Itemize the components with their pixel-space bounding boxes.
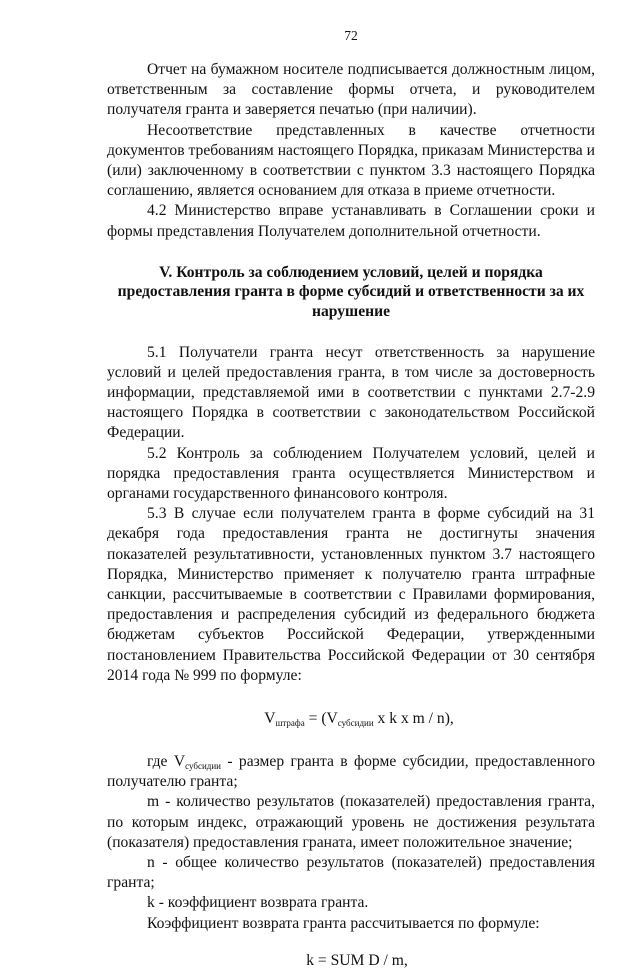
paragraph-5-3: 5.3 В случае если получателем гранта в форме субсидий на 31 декабря года предоставления гранта не достигнуты значения показателей результативности, установленных пунктом 3.7 настоящего Порядка, Министерство применяет к получателю гранта штрафные санкции, рассчитываемые в соответствии с Правилами формирования, предоставления и распределения субсидий из федерального бюджета бюджетам субъектов Российской Федерации, утвержденными постановлением Правительства Российской Федерации от 30 сентября 2014 года № 999 по формуле: [107, 505, 595, 684]
formula-v: V [264, 710, 276, 728]
formula-sub-subsidy: субсидии [337, 718, 374, 729]
definition-n: n - общее количество результатов (показателей) предоставления гранта; [107, 854, 595, 892]
paragraph-nonconformity: Несоответствие представленных в качестве отчетности документов требованиям настоящего Порядка, приказам Министерства и (или) заключенному в соответствии с пунктом 3.3 настоящего Порядка соглашению, является основанием для отказа в приеме отчетности. [107, 121, 595, 200]
paragraph-5-1: 5.1 Получатели гранта несут ответственность за нарушение условий и целей предоставления гранта, в том числе за достоверность информации, представляемой ими в соответствии с пунктами 2.7-2.9 настоящего Порядка в соответствии с законодательством Российской Федерации. [107, 343, 595, 442]
penalty-formula [107, 709, 595, 729]
definition-k: k - коэффициент возврата гранта. [147, 894, 369, 912]
formula-middle: = (V [304, 710, 338, 728]
coefficient-formula: k = SUM D / m, [306, 951, 408, 969]
definition-v-prefix: где V [147, 753, 186, 771]
definition-v [107, 752, 595, 792]
paragraph-4-2: 4.2 Министерство вправе устанавливать в Соглашении сроки и формы представления Получателем дополнительной отчетности. [107, 202, 595, 240]
paragraph-5-2: 5.2 Контроль за соблюдением Получателем условий, целей и порядка предоставления гранта осуществляется Министерством и органами государственного финансового контроля. [107, 444, 595, 503]
paragraph-signature: Отчет на бумажном носителе подписывается должностным лицом, ответственным за составление формы отчета, и руководителем получателя гранта и заверяется печатью (при наличии). [107, 61, 595, 119]
definition-v-text: - размер гранта в форме субсидии, предоставленного получателю гранта; [107, 753, 595, 791]
definition-v-sub: субсидии [185, 761, 221, 772]
section-heading: V. Контроль за соблюдением условий, целей и порядка предоставления гранта в форме субсидий и ответственности за их нарушение [117, 263, 585, 321]
document-page [107, 28, 595, 971]
formula-sub-penalty: штрафа [275, 718, 305, 729]
coefficient-intro: Коэффициент возврата гранта рассчитывается по формуле: [147, 914, 540, 932]
definition-m: m - количество результатов (показателей) предоставления гранта, по которым индекс, отражающий уровень не достижения результата (показателя) предоставления граната, имеет положительное значение; [107, 793, 595, 851]
formula-rest: x k x m / n), [373, 710, 454, 728]
page-number: 72 [344, 28, 358, 43]
